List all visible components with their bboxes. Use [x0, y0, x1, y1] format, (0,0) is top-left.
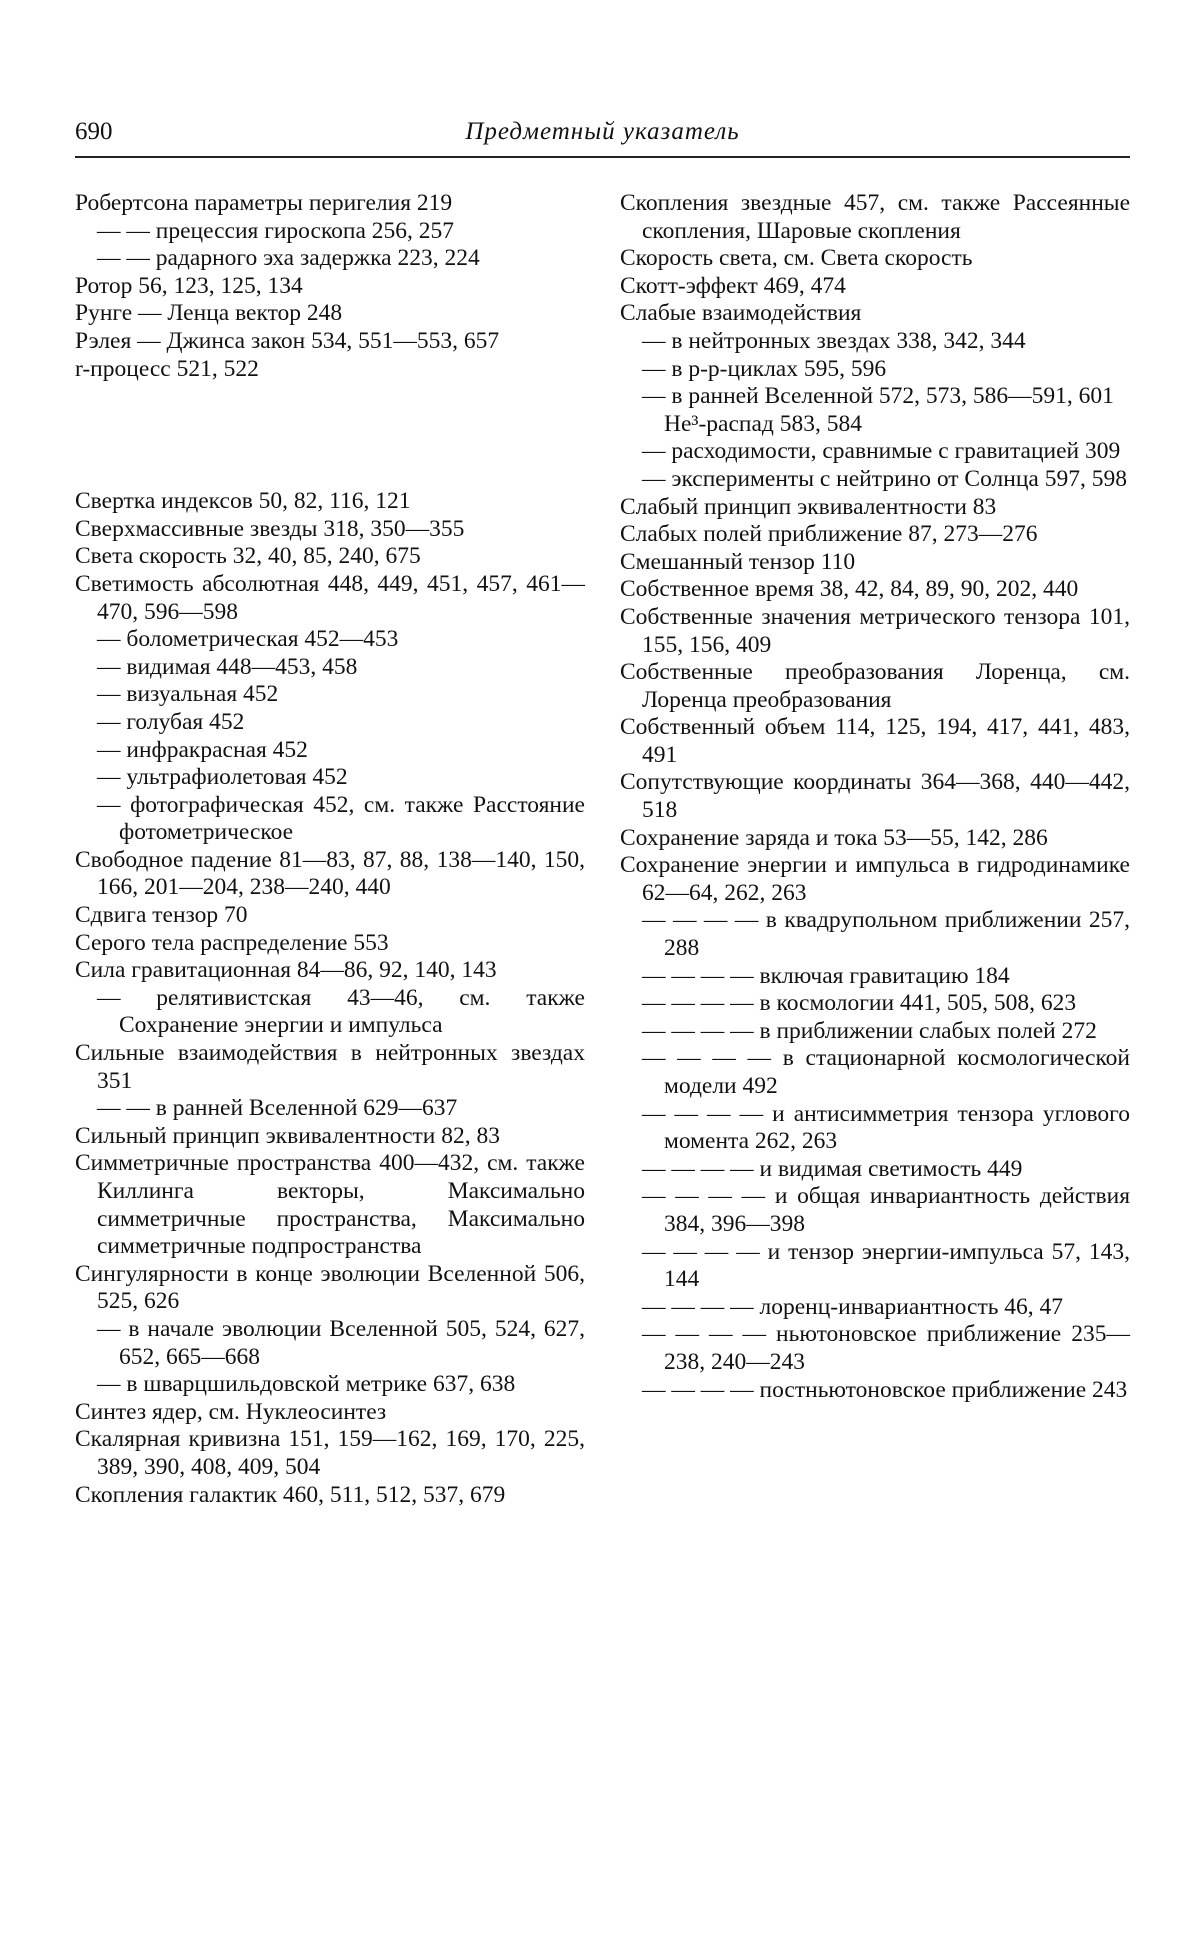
index-entry: — — — — ньютоновское приближение 235—238, 240—243: [642, 1321, 1130, 1375]
index-entry: — расходимости, сравнимые с гравитацией 309: [642, 438, 1121, 465]
index-entry: Света скорость 32, 40, 85, 240, 675: [75, 543, 421, 570]
index-entry: — — радарного эха задержка 223, 224: [97, 245, 480, 272]
header-rule: [75, 156, 1130, 158]
index-entry: — — — — и видимая светимость 449: [642, 1155, 1023, 1182]
index-entry: — — — — лоренц-инвариантность 46, 47: [642, 1293, 1064, 1320]
index-entry: Скотт-эффект 469, 474: [620, 272, 846, 299]
index-entry: — — — — и тензор энергии-импульса 57, 143, 144: [642, 1238, 1130, 1293]
index-entry: Скопления галактик 460, 511, 512, 537, 679: [75, 1481, 506, 1508]
index-entry: — — — — в квадрупольном приближении 257, 288: [642, 907, 1130, 962]
index-column-right: [620, 190, 1130, 1404]
index-entry: Сильный принцип эквивалентности 82, 83: [75, 1122, 501, 1149]
index-entry: Сила гравитационная 84—86, 92, 140, 143: [75, 957, 497, 984]
index-entry: — инфракрасная 452: [97, 736, 308, 763]
index-entry: Собственный объем 114, 125, 194, 417, 441, 483, 491: [620, 714, 1130, 768]
index-entry: Скалярная кривизна 151, 159—162, 169, 170, 225, 389, 390, 408, 409, 504: [75, 1426, 585, 1480]
index-entry: He³-распад 583, 584: [664, 410, 862, 437]
index-entry: Синтез ядер, см. Нуклеосинтез: [75, 1398, 387, 1425]
index-entry: Сопутствующие координаты 364—368, 440—442, 518: [620, 769, 1130, 824]
index-entry: Свертка индексов 50, 82, 116, 121: [75, 488, 411, 515]
index-entry: Собственные преобразования Лоренца, см. Лоренца преобразования: [620, 659, 1130, 713]
index-entry: — видимая 448—453, 458: [97, 653, 358, 680]
index-entry: Слабый принцип эквивалентности 83: [620, 493, 997, 520]
index-entry: Сохранение заряда и тока 53—55, 142, 286: [620, 824, 1048, 851]
index-entry: — в ранней Вселенной 572, 573, 586—591, 601: [642, 383, 1114, 410]
index-entry: — в шварцшильдовской метрике 637, 638: [97, 1371, 516, 1398]
index-entry: — — — — в стационарной космологической модели 492: [642, 1045, 1130, 1099]
index-entry: r-процесс 521, 522: [75, 355, 259, 382]
index-entry: Сингулярности в конце эволюции Вселенной 506, 525, 626: [75, 1260, 585, 1315]
index-entry: Сверхмассивные звезды 318, 350—355: [75, 515, 465, 542]
index-entry: — эксперименты с нейтрино от Солнца 597, 598: [642, 465, 1127, 492]
index-entry: Серого тела распределение 553: [75, 929, 389, 956]
index-entry: — — — — включая гравитацию 184: [642, 962, 1010, 989]
index-entry: Робертсона параметры перигелия 219: [75, 190, 453, 216]
index-entry: Смешанный тензор 110: [620, 548, 856, 575]
index-entry: — — в ранней Вселенной 629—637: [97, 1095, 458, 1122]
index-entry: — визуальная 452: [97, 681, 279, 708]
index-column-left: [75, 190, 585, 1509]
index-entry: Сильные взаимодействия в нейтронных звездах 351: [75, 1040, 585, 1094]
index-entry: Рэлея — Джинса закон 534, 551—553, 657: [75, 327, 500, 354]
index-entry: Собственное время 38, 42, 84, 89, 90, 202, 440: [620, 576, 1079, 603]
section-gap: [75, 407, 585, 465]
index-entry: — в нейтронных звездах 338, 342, 344: [642, 327, 1026, 354]
index-entry: — — — — и общая инвариантность действия 384, 396—398: [642, 1183, 1130, 1237]
index-entry: Слабые взаимодействия: [620, 300, 862, 327]
index-entry: Собственные значения метрического тензора 101, 155, 156, 409: [620, 603, 1130, 658]
index-entry: — — — — в приближении слабых полей 272: [642, 1017, 1097, 1044]
index-entry: Ротор 56, 123, 125, 134: [75, 272, 303, 299]
index-entry: Свободное падение 81—83, 87, 88, 138—140, 150, 166, 201—204, 238—240, 440: [75, 846, 585, 901]
index-entry: — — прецессия гироскопа 256, 257: [97, 217, 455, 244]
index-entry: — голубая 452: [97, 708, 245, 735]
index-entry: — фотографическая 452, см. также Расстояние фотометрическое: [97, 791, 585, 846]
index-entry: — релятивистская 43—46, см. также Сохранение энергии и импульса: [97, 984, 585, 1039]
page-number: 690: [75, 118, 113, 145]
index-entry: — — — — постньютоновское приближение 243: [642, 1376, 1128, 1403]
index-entry: Скорость света, см. Света скорость: [620, 245, 973, 272]
index-entry: Сдвига тензор 70: [75, 902, 248, 929]
index-entry: Симметричные пространства 400—432, см. также Киллинга векторы, Максимально симметричные пространства, Максимально симметричные подпространства: [75, 1150, 585, 1260]
index-entry: — в начале эволюции Вселенной 505, 524, 627, 652, 665—668: [97, 1315, 585, 1370]
index-entry: Скопления звездные 457, см. также Рассеянные скопления, Шаровые скопления: [620, 190, 1130, 244]
index-entry: — ультрафиолетовая 452: [97, 764, 348, 791]
page-header: [75, 118, 1130, 158]
index-entry: — болометрическая 452—453: [97, 626, 399, 653]
index-entry: — в p-p-циклах 595, 596: [642, 355, 887, 382]
index-entry: — — — — в космологии 441, 505, 508, 623: [642, 990, 1077, 1017]
index-entry: Светимость абсолютная 448, 449, 451, 457, 461—470, 596—598: [75, 570, 585, 625]
index-entry: Рунге — Ленца вектор 248: [75, 300, 343, 327]
running-title: Предметный указатель: [465, 118, 740, 145]
index-entry: Слабых полей приближение 87, 273—276: [620, 521, 1038, 548]
index-entry: Сохранение энергии и импульса в гидродинамике 62—64, 262, 263: [620, 852, 1130, 906]
index-entry: — — — — и антисимметрия тензора углового момента 262, 263: [642, 1100, 1130, 1155]
